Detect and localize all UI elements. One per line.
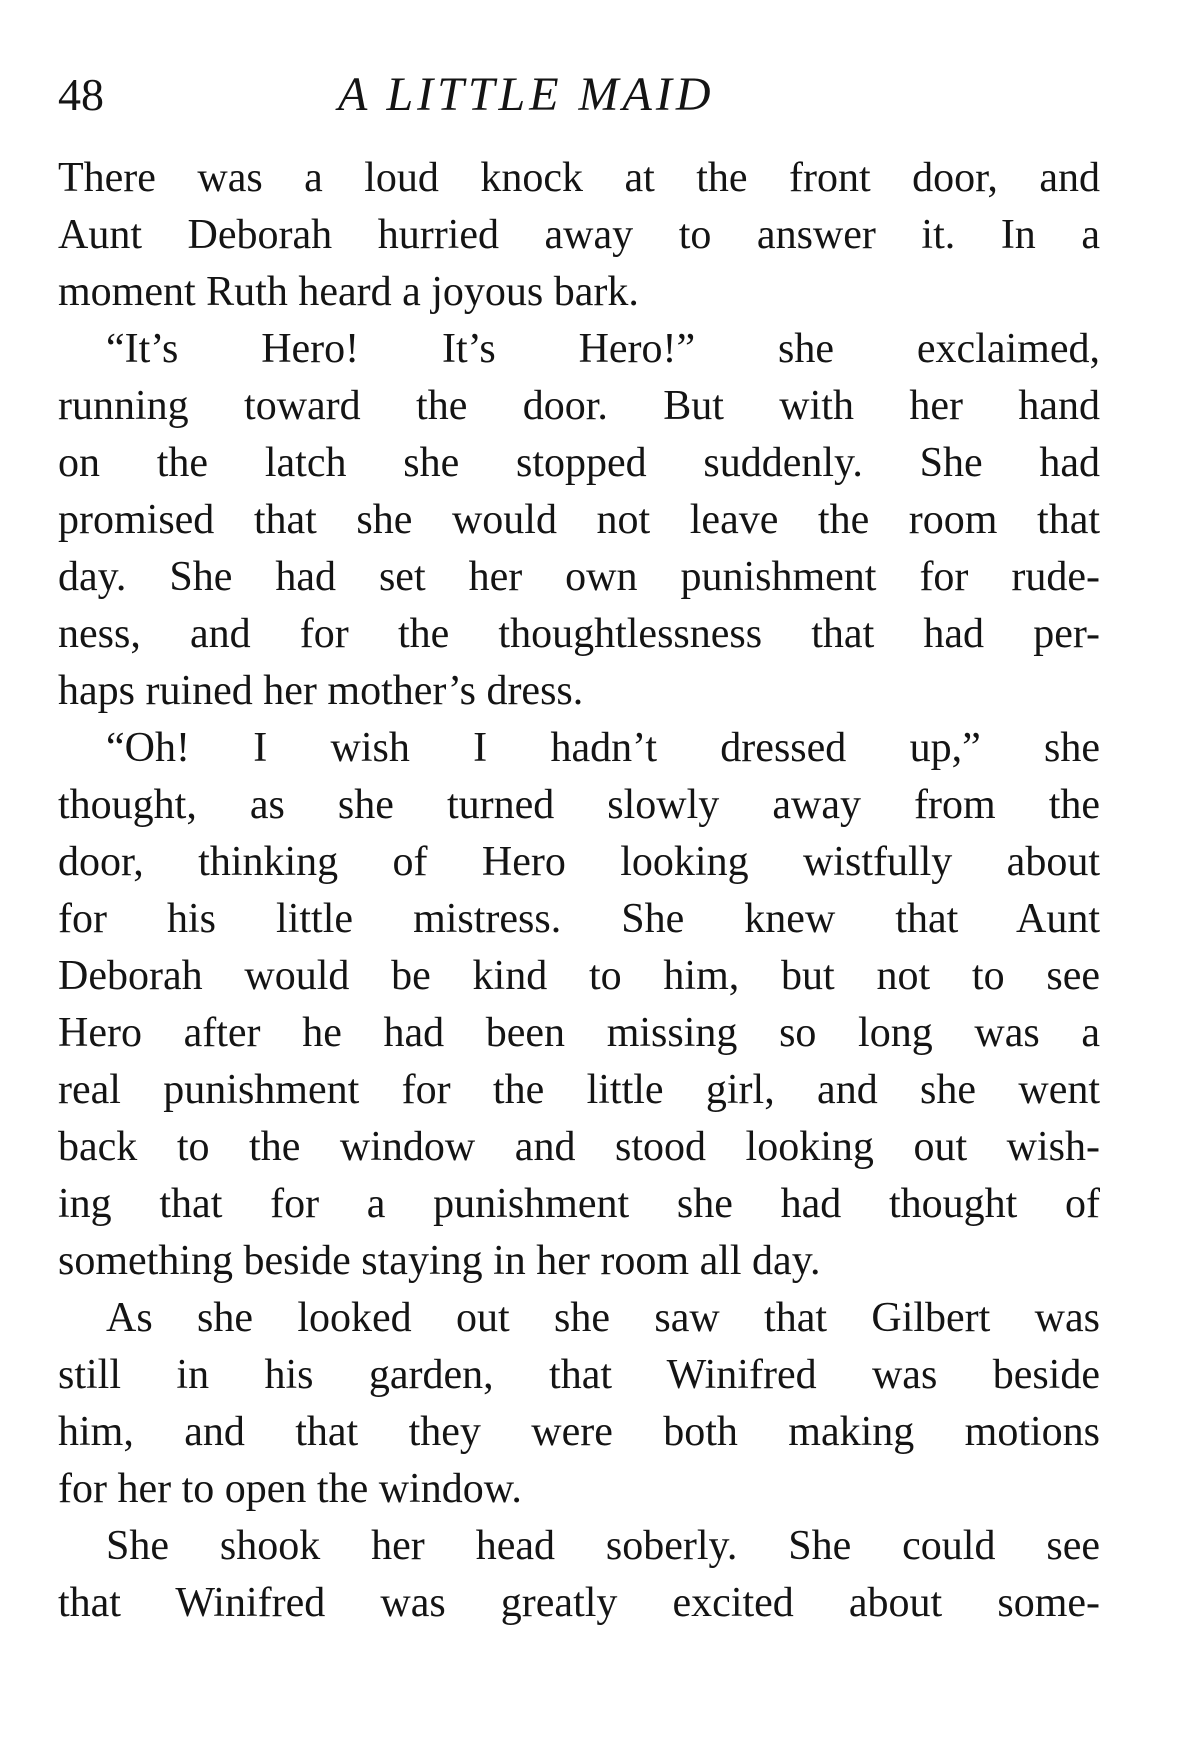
text-line: still in his garden, that Winifred was beside (58, 1352, 1100, 1398)
book-title: A LITTLE MAID (338, 68, 715, 121)
body-text (58, 150, 1100, 1632)
text-line: that Winifred was greatly excited about some- (58, 1580, 1100, 1626)
text-line: real punishment for the little girl, and she went (58, 1067, 1100, 1113)
text-line: As she looked out she saw that Gilbert was (106, 1295, 1100, 1341)
text-line: running toward the door. But with her hand (58, 383, 1100, 429)
text-line: ing that for a punishment she had thought of (58, 1181, 1100, 1227)
text-line: promised that she would not leave the room that (58, 497, 1100, 543)
text-line: “It’s Hero! It’s Hero!” she exclaimed, (106, 326, 1100, 372)
text-line: on the latch she stopped suddenly. She had (58, 440, 1100, 486)
running-head (58, 60, 1108, 130)
text-line: door, thinking of Hero looking wistfully about (58, 839, 1100, 885)
text-line: thought, as she turned slowly away from the (58, 782, 1100, 828)
text-line: haps ruined her mother’s dress. (58, 668, 584, 714)
text-line: “Oh! I wish I hadn’t dressed up,” she (106, 725, 1100, 771)
text-line: ness, and for the thoughtlessness that had per- (58, 611, 1100, 657)
text-line: Aunt Deborah hurried away to answer it. In a (58, 212, 1100, 258)
text-line: day. She had set her own punishment for rude- (58, 554, 1100, 600)
text-line: Deborah would be kind to him, but not to see (58, 953, 1100, 999)
text-line: moment Ruth heard a joyous bark. (58, 269, 639, 315)
text-line: for his little mistress. She knew that Aunt (58, 896, 1100, 942)
text-line: him, and that they were both making motions (58, 1409, 1100, 1455)
text-line: Hero after he had been missing so long was a (58, 1010, 1100, 1056)
text-line: something beside staying in her room all day. (58, 1238, 821, 1284)
text-line: She shook her head soberly. She could see (106, 1523, 1100, 1569)
text-line: back to the window and stood looking out wish- (58, 1124, 1100, 1170)
text-line: There was a loud knock at the front door, and (58, 155, 1100, 201)
text-line: for her to open the window. (58, 1466, 522, 1512)
page-number: 48 (58, 69, 104, 120)
